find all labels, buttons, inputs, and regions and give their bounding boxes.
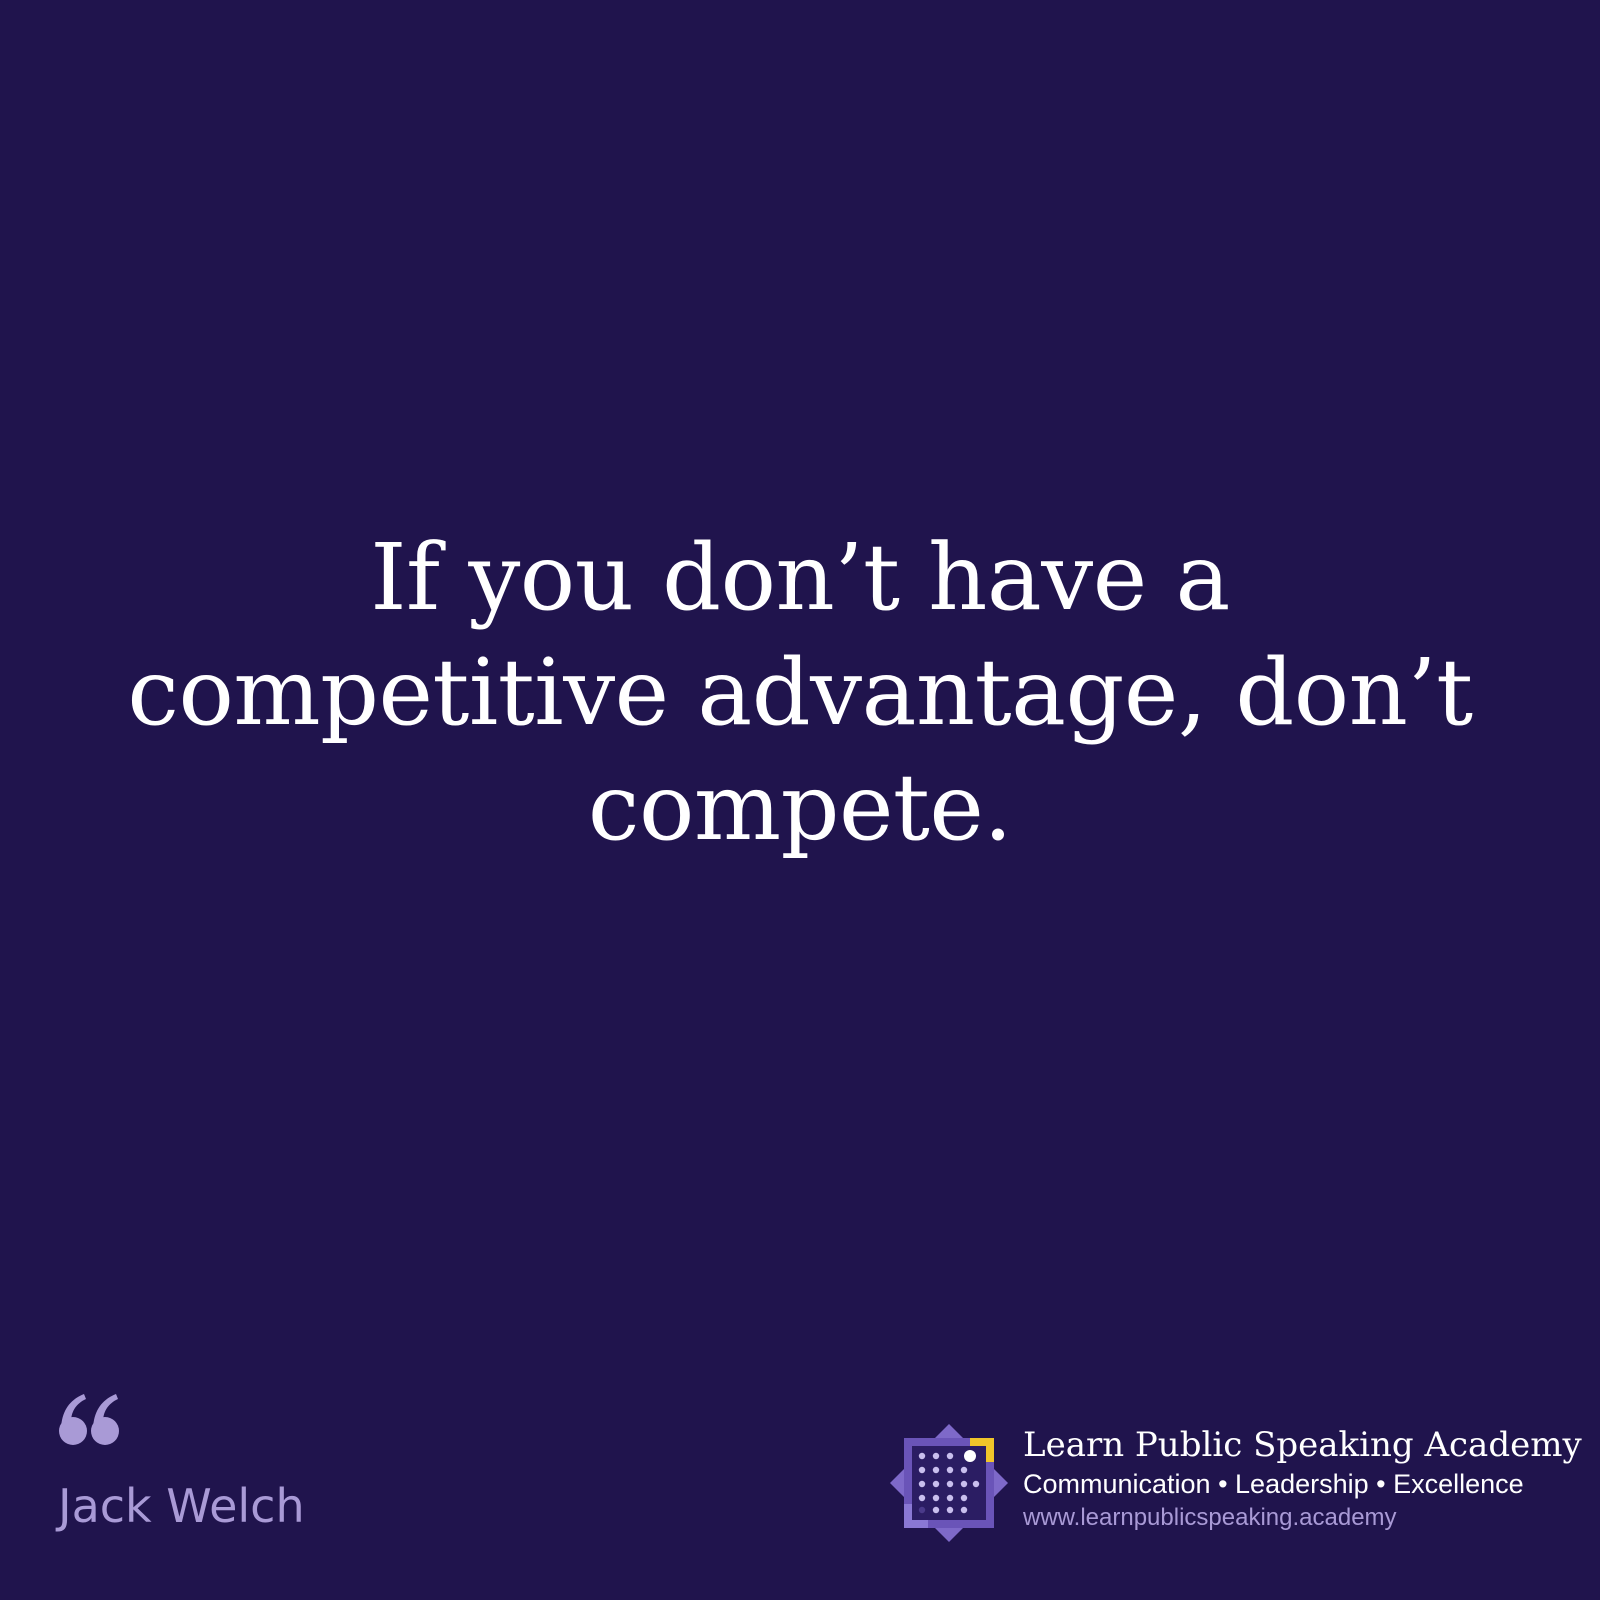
quote-text — [0, 520, 1600, 865]
brand-tagline: Communication • Leadership • Excellence — [1023, 1469, 1524, 1499]
quote-mark-icon — [58, 1392, 120, 1448]
brand-name: Learn Public Speaking Academy — [1023, 1425, 1582, 1465]
quote-line: compete. — [587, 754, 1013, 861]
author-name: Jack Welch — [58, 1479, 305, 1533]
brand-url[interactable]: www.learnpublicspeaking.academy — [1023, 1504, 1397, 1531]
academy-logo-icon — [888, 1422, 1010, 1544]
quote-line: competitive advantage, don’t — [127, 639, 1473, 746]
brand-block — [1023, 1424, 1582, 1534]
quote-line: If you don’t have a — [370, 524, 1230, 631]
